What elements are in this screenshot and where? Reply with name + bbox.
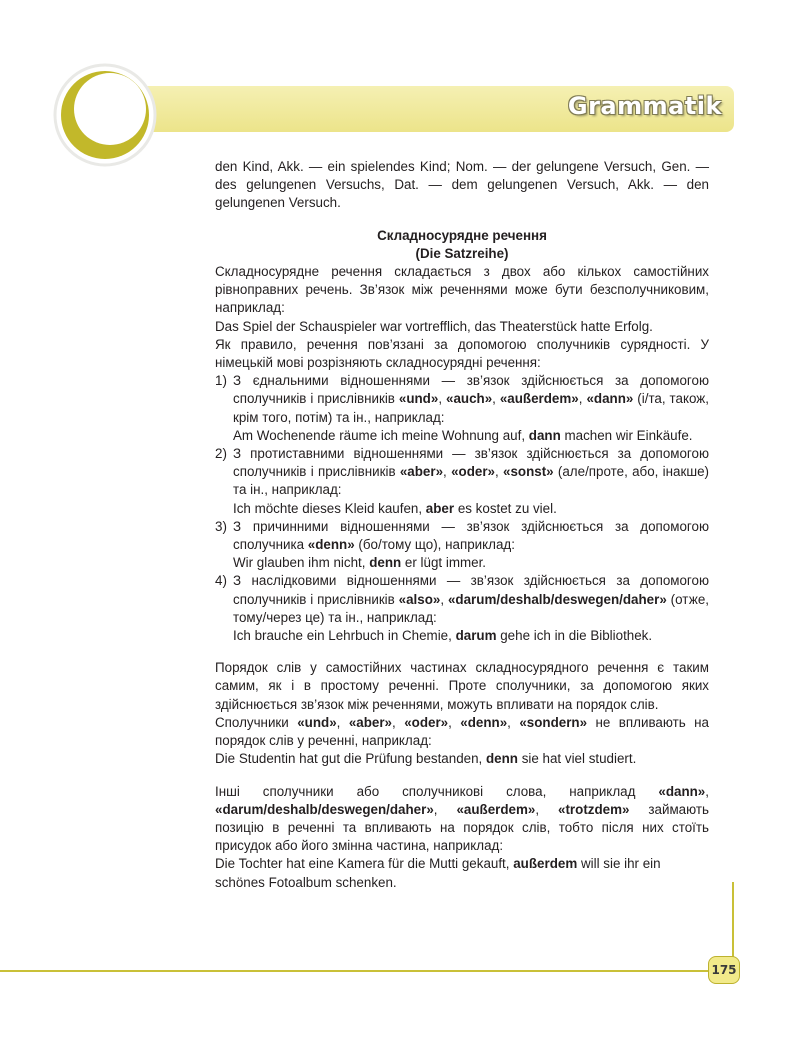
header-band bbox=[82, 86, 734, 132]
list-item-causal bbox=[215, 518, 709, 573]
list-item-example: Am Wochenende räume ich meine Wohnung auf, dann machen wir Einkäufe. bbox=[233, 427, 693, 443]
list-item-example: Ich brauche ein Lehrbuch in Chemie, darum gehe ich in die Bibliothek. bbox=[233, 628, 653, 644]
list-number: 3) bbox=[215, 518, 227, 534]
page-content bbox=[215, 158, 709, 892]
list-item-text: З причинними відношеннями — зв’язок здійснюється за допомогою сполучника «denn» (бо/тому що), наприклад: bbox=[233, 518, 709, 553]
intro-text: den Kind, Akk. — ein spielendes Kind; Nom. — der gelungene Versuch, Gen. — des gelungenen Versuchs, Dat. — dem gelungenen Versuch, Akk. — den gelungenen Versuch. bbox=[215, 159, 709, 211]
section-heading: Складносурядне речення bbox=[377, 227, 547, 243]
word-order-example: Die Studentin hat gut die Prüfung bestanden, denn sie hat viel studiert. bbox=[215, 751, 637, 767]
list-number: 2) bbox=[215, 446, 227, 462]
definition-paragraph: Складносурядне речення складається з двох або кількох самостійних рівноправних речень. Зв’язок між реченнями може бути безсполучниковим, наприклад: bbox=[215, 264, 709, 316]
list-item-consecutive bbox=[215, 572, 709, 645]
chapter-title: Grammatik bbox=[567, 92, 722, 120]
page-number: 175 bbox=[708, 956, 740, 984]
non-affecting-conjunctions: Сполучники «und», «aber», «oder», «denn», «sondern» не впливають на порядок слів у реченні, наприклад: bbox=[215, 714, 709, 749]
list-number: 1) bbox=[215, 373, 227, 389]
types-intro: Як правило, речення пов’язані за допомогою сполучників сурядності. У німецькій мові розрізняють складносурядні речення: bbox=[215, 336, 709, 371]
affecting-conjunctions: Інші сполучники або сполучникові слова, наприклад «dann», «darum/deshalb/deswegen/daher», «außerdem», «trotzdem» займають позицію в реченні та впливають на порядок слів, тобто після них стоїть присудок або його змінна частина, наприклад: bbox=[215, 783, 709, 854]
list-item-copulative bbox=[215, 372, 709, 445]
list-number: 4) bbox=[215, 573, 227, 589]
list-item-text: З наслідковими відношеннями — зв’язок здійснюється за допомогою сполучників і прислівників «also», «darum/deshalb/deswegen/daher» (отже, тому/через це) та ін., наприклад: bbox=[233, 573, 709, 625]
chapter-circle-emblem bbox=[50, 60, 160, 170]
list-item-example: Wir glauben ihm nicht, denn er lügt immer. bbox=[233, 555, 487, 571]
decorative-bottom-line bbox=[0, 970, 712, 972]
word-order-paragraph: Порядок слів у самостійних частинах складносурядного речення є таким самим, як і в простому реченні. Проте сполучники, за допомогою яких здійснюється зв’язок між реченнями, можуть впливати на порядок слів. bbox=[215, 660, 709, 712]
asyndetic-example: Das Spiel der Schauspieler war vortrefflich, das Theaterstück hatte Erfolg. bbox=[215, 318, 653, 334]
list-item-text: З єднальними відношеннями — зв’язок здійснюється за допомогою сполучників і прислівників «und», «auch», «außerdem», «dann» (і/та, також, крім того, потім) та ін., наприклад: bbox=[233, 373, 709, 425]
section-subheading: (Die Satzreihe) bbox=[415, 245, 509, 261]
list-item-adversative bbox=[215, 445, 709, 518]
list-item-text: З протиставними відношеннями — зв’язок здійснюється за допомогою сполучників і прислівників «aber», «oder», «sonst» (але/проте, або, інакше) та ін., наприклад: bbox=[233, 446, 709, 498]
affecting-example: Die Tochter hat eine Kamera für die Mutti gekauft, außerdem will sie ihr ein schönes Fotoalbum schenken. bbox=[215, 856, 661, 890]
list-item-example: Ich möchte dieses Kleid kaufen, aber es kostet zu viel. bbox=[233, 500, 557, 516]
